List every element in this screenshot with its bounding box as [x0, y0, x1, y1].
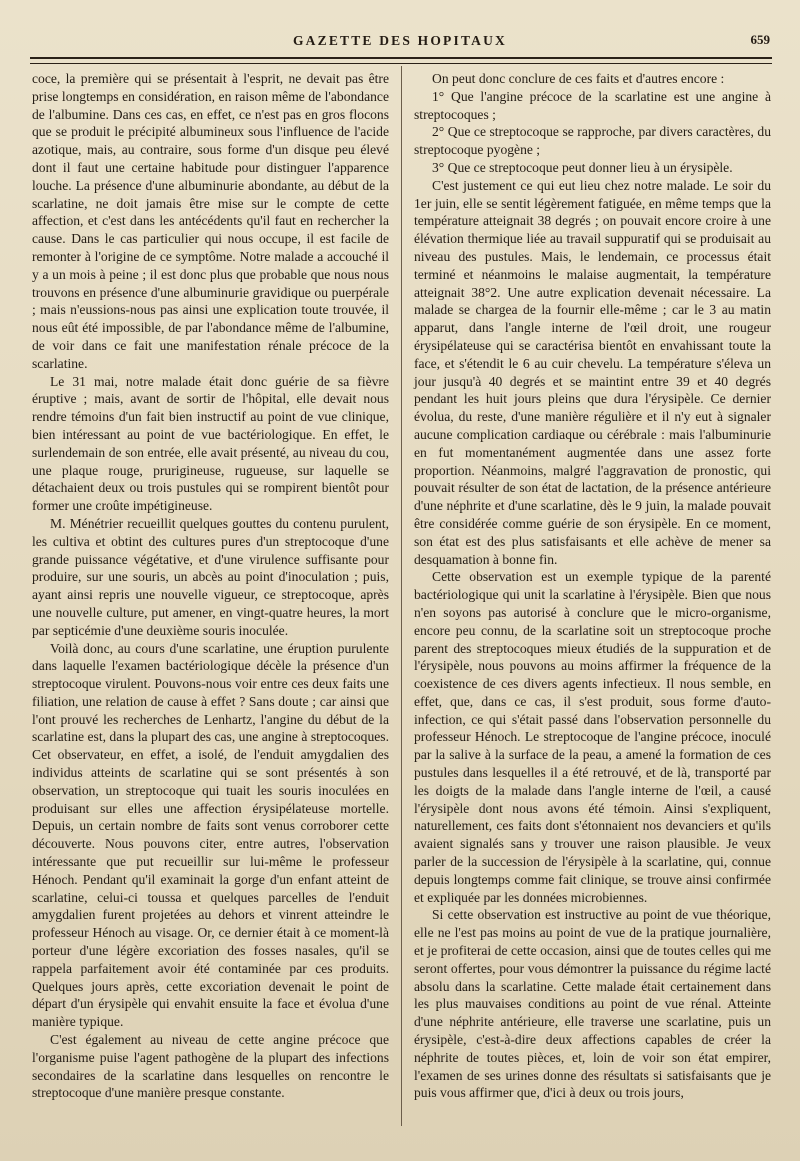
paragraph: C'est également au niveau de cette angine précoce que l'organisme puise l'agent pathogène de la plupart des infections secondaires de la scarlatine dans lesquelles on rencontre le streptocoque d'une manière presque constante. — [32, 1032, 389, 1101]
left-column — [32, 70, 389, 1102]
paragraph: coce, la première qui se présentait à l'esprit, ne devait pas être prise longtemps en considération, en raison même de l'abondance de l'albumine. Dans ces cas, en effet, ce n'est pas en gros flocons que se produit le précipité albumineux sous l'influence de l'acide azotique, mais, au contraire, sous forme d'un disque peu élevé dont il faut une certaine habitude pour distinguer l'apparence louche. La présence d'une albuminurie abondante, au début de la scarlatine, ne doit jamais être mise sur le compte de cette affection, et c'est dans les antécédents qu'il faut en rechercher la cause. Dans le cas particulier qui nous occupe, il est facile de remonter à l'origine de ce symptôme. Notre malade a accouché il y a un mois à peine ; il est donc plus que probable que nous nous trouvons en présence d'une albuminurie gravidique ou puerpérale ; mais n'eussions-nous pas ainsi une explication toute trouvée, il nous eût été impossible, de par l'abondance même de l'albumine, de voir dans ce fait une manifestation rénale précoce de la scarlatine. — [32, 71, 389, 371]
header-rule-thin — [30, 63, 772, 64]
list-item: 2° Que ce streptocoque se rapproche, par divers caractères, du streptocoque pyogène ; — [414, 124, 771, 158]
paragraph: Cette observation est un exemple typique de la parenté bactériologique qui unit la scarlatine à l'érysipèle. Bien que nous n'en soyons pas autorisé à conclure que le micro-organisme, encore peu connu, de la scarlatine soit un streptocoque proche parent des streptocoques mieux étudiés de la suppuration et de l'érysipèle, nous pouvons au moins affirmer la fréquence de la coexistence de ces divers agents infectieux. Il nous semble, en effet, que, dans ce cas, il s'est produit, sous forme d'auto-infection, ce qui s'était passé dans l'observation personnelle du professeur Hénoch. Le streptocoque de l'angine précoce, inoculé par la salive à la surface de la peau, a amené la formation de ces pustules dans lesquelles il a été retrouvé, et de là, transporté par les doigts de la malade dans l'angle interne de l'œil, a causé l'érysipèle dont nous avons été témoin. Ainsi s'expliquent, naturellement, ces faits dont s'étonnaient nos devanciers et qu'ils avaient signalés sans y trouver une raison plausible. Je veux parler de la succession de l'érysipèle à la scarlatine, qui, connue depuis longtemps comme fait clinique, se trouve ainsi confirmée et expliquée par les données microbiennes. — [414, 569, 771, 905]
header-rule-thick — [30, 57, 772, 59]
list-item: 1° Que l'angine précoce de la scarlatine est une angine à streptocoques ; — [414, 88, 771, 122]
paragraph: Voilà donc, au cours d'une scarlatine, une éruption purulente dans laquelle l'examen bactériologique décèle la présence d'un streptocoque virulent. Pouvons-nous voir entre ces deux faits une filiation, une relation de cause à effet ? Sans doute ; car ainsi que l'ont prouvé les recherches de Lenhartz, l'angine du début de la scarlatine est, dans la plupart des cas, une angine à streptocoques. Cet observateur, en effet, a isolé, de l'enduit amygdalien des individus atteints de scarlatine qui se sont présentés à son observation, un streptocoque qui tuait les souris inoculées en produisant sur elles une affection érysipélateuse mortelle. Depuis, un certain nombre de faits sont venus corroborer cette découverte. Nous pouvons citer, entre autres, l'observation intéressante que put recueillir sur lui-même le professeur Hénoch. Pendant qu'il examinait la gorge d'un enfant atteint de scarlatine, celui-ci toussa et quelques parcelles de l'enduit amygdalien furent projetées au dehors et vinrent atteindre le professeur Hénoch au visage. Or, ce dernier était à ce moment-là porteur d'une légère excoriation des fosses nasales, qu'il se rappela parfaitement avoir été contaminée par ces produits. Quelques jours après, cette excoriation devenait le point de départ d'un érysipèle qui envahit ensuite la face et évolua d'une manière typique. — [32, 640, 389, 1030]
column-divider — [401, 66, 402, 1126]
paragraph: Si cette observation est instructive au point de vue théorique, elle ne l'est pas moins au point de vue de la pratique journalière, et je profiterai de cette occasion, ainsi que de toutes celles qui me seront offertes, pour vous démontrer la puissance du régime lacté absolu dans la scarlatine. Cette malade était certainement dans les plus mauvaises conditions au point de vue rénal. Atteinte d'une néphrite antérieure, elle traverse une scarlatine, puis un érysipèle, c'est-à-dire deux affections capables de créer la néphrite de toutes pièces, et, loin de voir son état empirer, l'examen de ses urines donne des résultats si satisfaisants que je puis vous affirmer que, d'ici à deux ou trois jours, — [414, 907, 771, 1101]
running-title: GAZETTE DES HOPITAUX — [292, 33, 508, 48]
right-column — [414, 70, 771, 1102]
page-number: 659 — [750, 32, 770, 47]
paragraph: M. Ménétrier recueillit quelques gouttes du contenu purulent, les cultiva et obtint des cultures pures d'un streptocoque d'une grande puissance végétative, et d'une virulence suffisante pour produire, sur une souris, un abcès au point d'inoculation ; puis, ayant ainsi repris une nouvelle vigueur, ce streptocoque, après une nouvelle culture, put amener, en vingt-quatre heures, la mort par septicémie d'une deuxième souris inoculée. — [32, 515, 389, 638]
paragraph: C'est justement ce qui eut lieu chez notre malade. Le soir du 1er juin, elle se sentit légèrement fatiguée, en même temps que la température atteignait 38 degrés ; on pouvait encore croire à une élévation thermique liée au travail suppuratif qui se produisait au niveau des pustules. Mais, le lendemain, ce processus était terminé et néanmoins le malaise augmentait, la température atteignait 38°2. Une autre explication devenait nécessaire. La malade se chargea de la fournir elle-même ; car le 3 au matin apparut, dans l'angle interne de l'œil droit, une rougeur érysipélateuse qui se caractérisa bientôt en envahissant toute la face, et s'étendit le 6 au cuir chevelu. La température s'éleva un jour jusqu'à 40 degrés et se maintint entre 39 et 40 degrés pendant les huit jours pleins que dura l'érysipèle. Ce dernier évolua, du reste, d'une manière régulière et il n'y eut à signaler aucune complication cardiaque ou cérébrale : mais l'albuminurie en fut momentanément augmentée dans une assez forte proportion. Néanmoins, malgré l'aggravation de pronostic, qui pouvait résulter de son état de lactation, de la présence antérieure d'une néphrite et d'une scarlatine, dès le 9 juin, la malade pouvait être considérée comme guérie de son érysipèle. En ce moment, son état est des plus satisfaisants et elle achève de mener sa desquamation à bonne fin. — [414, 177, 771, 567]
list-item: 3° Que ce streptocoque peut donner lieu à un érysipèle. — [432, 159, 733, 175]
paragraph: Le 31 mai, notre malade était donc guérie de sa fièvre éruptive ; mais, avant de sortir de l'hôpital, elle devait nous rendre témoins d'un fait bien instructif au point de vue clinique, bien intéressant au point de vue bactériologique. En effet, le surlendemain de son entrée, elle avait présenté, au niveau du cou, une plaque rouge, prurigineuse, rugueuse, sur laquelle se détachaient deux ou trois pustules qui se rompirent bientôt pour former une croûte impétigineuse. — [32, 373, 389, 514]
paragraph: On peut donc conclure de ces faits et d'autres encore : — [432, 71, 725, 86]
